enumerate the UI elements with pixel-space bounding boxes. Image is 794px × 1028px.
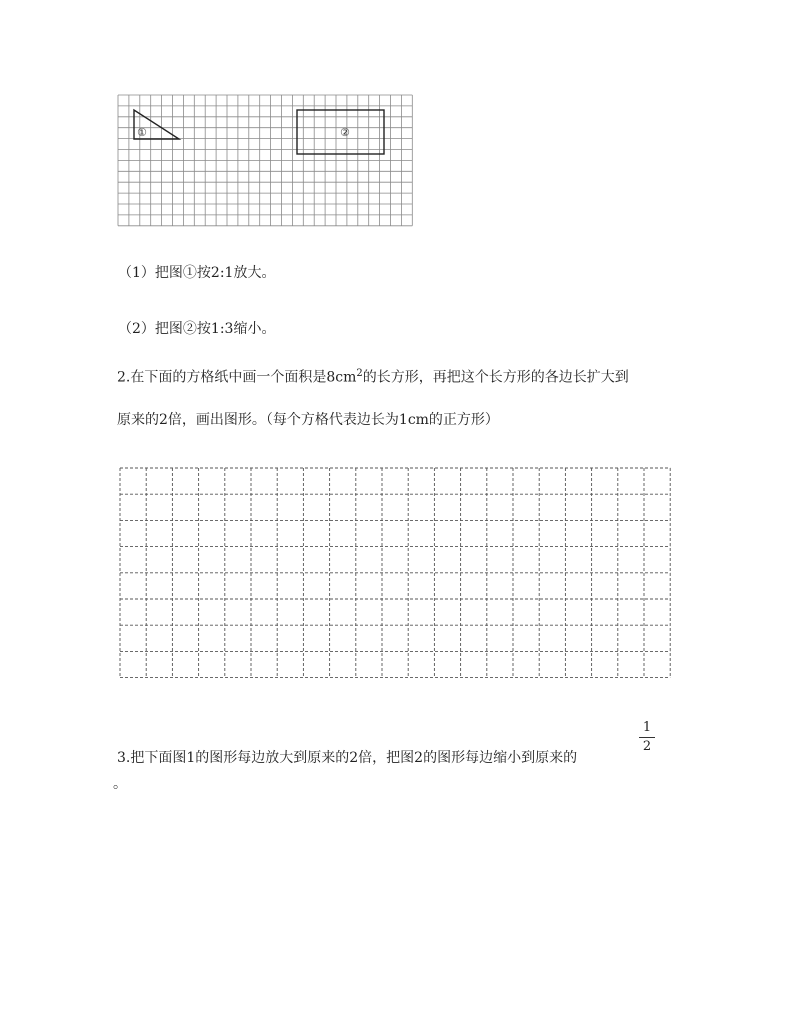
q3-fraction-numerator: 1 bbox=[642, 720, 652, 735]
q3-tail: 。 bbox=[113, 776, 127, 792]
q3-fraction bbox=[639, 721, 655, 754]
q2-line1-after: 的长方形，再把这个长方形的各边长扩大到 bbox=[362, 369, 629, 386]
shape-2-label: ② bbox=[340, 126, 350, 139]
q2-superscript: 2 bbox=[356, 368, 363, 379]
q3-fraction-bar bbox=[639, 737, 655, 738]
q2-dashed-grid-lines bbox=[120, 468, 670, 678]
q2-line2: 原来的2倍，画出图形。（每个方格代表边长为1cm的正方形） bbox=[117, 412, 499, 428]
q1-part1-text: （1）把图①按2:1放大。 bbox=[118, 265, 276, 281]
shape-1-label: ① bbox=[137, 126, 147, 139]
q1-part2-text: （2）把图②按1:3缩小。 bbox=[118, 321, 276, 337]
q2-line1-before: 2.在下面的方格纸中画一个面积是8cm bbox=[117, 369, 357, 386]
q3-text: 3.把下面图1的图形每边放大到原来的2倍，把图2的图形每边缩小到原来的 bbox=[117, 750, 578, 766]
q3-fraction-denominator: 2 bbox=[642, 739, 652, 754]
